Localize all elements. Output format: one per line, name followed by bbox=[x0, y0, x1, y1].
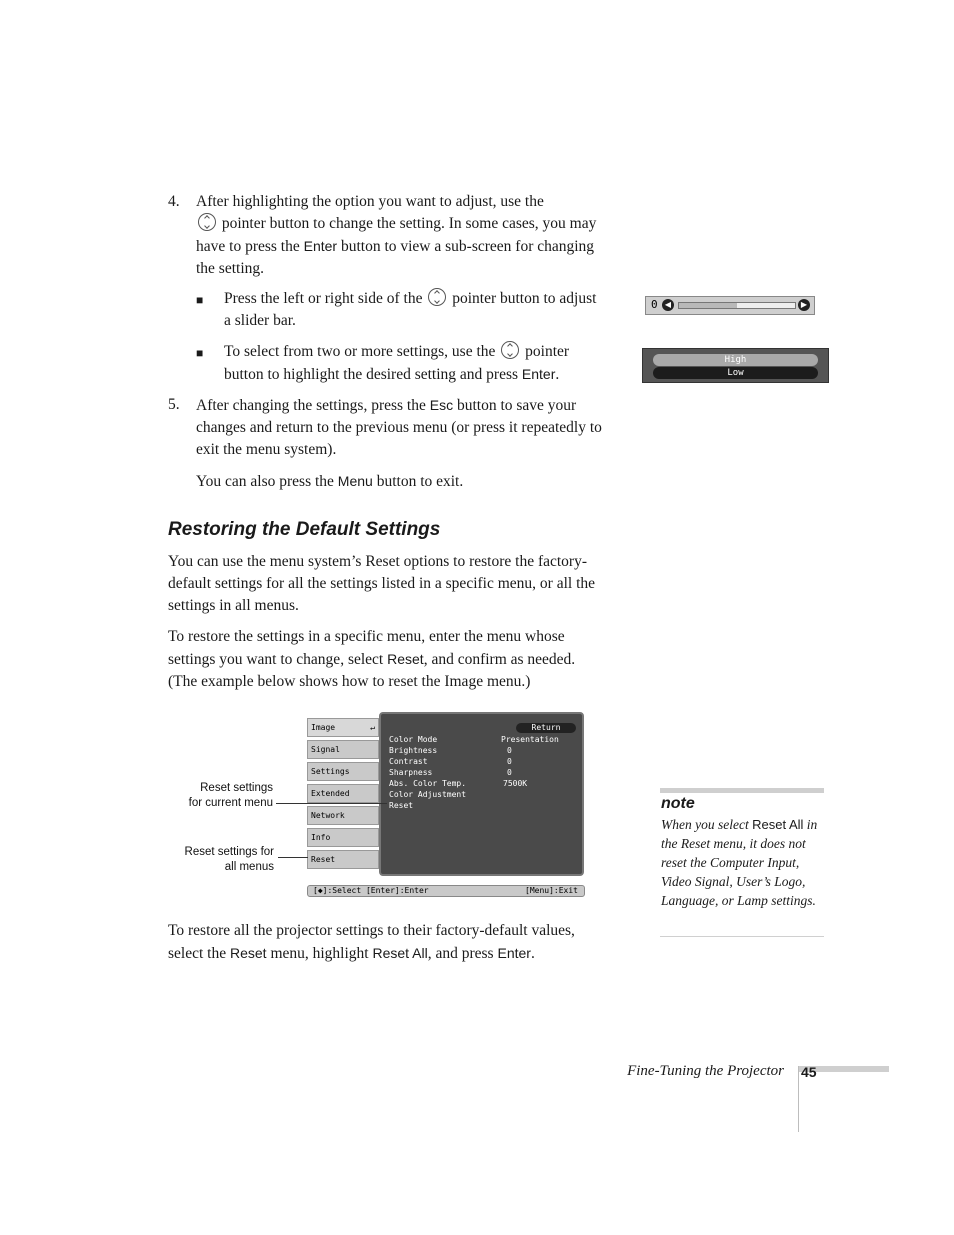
callout-reset-all bbox=[150, 845, 274, 875]
step-5-line-1b: button to save your bbox=[453, 397, 577, 414]
menu-row-value: 7500K bbox=[503, 779, 528, 788]
esc-key-label: Esc bbox=[429, 397, 454, 413]
callout-current-line-2: for current menu bbox=[188, 797, 273, 809]
menu-row bbox=[389, 746, 579, 756]
paragraph-1-line-2: default settings for all the settings listed in a specific menu, or all the bbox=[168, 575, 595, 592]
step-4-line-2 bbox=[196, 213, 636, 235]
slider-fill bbox=[679, 303, 737, 308]
footer-divider bbox=[798, 1066, 799, 1132]
menu-row-value: Presentation bbox=[501, 735, 559, 744]
bullet-2-marker: ■ bbox=[196, 346, 204, 360]
bullet-2-line-1 bbox=[224, 341, 634, 363]
pointer-button-icon bbox=[428, 288, 446, 306]
step-4-line-4: the setting. bbox=[196, 260, 265, 277]
option-high: High bbox=[653, 354, 818, 366]
bullet-2-text bbox=[224, 341, 634, 386]
menu-row bbox=[389, 801, 579, 811]
step-4-line-1: After highlighting the option you want to adjust, use the bbox=[196, 193, 544, 210]
enter-key-label: Enter bbox=[303, 238, 338, 254]
menu-row-label: Contrast bbox=[389, 757, 428, 766]
reset-label: Reset bbox=[387, 651, 424, 667]
closing-line-2d: . bbox=[530, 945, 535, 962]
menu-row bbox=[389, 790, 579, 800]
menu-row-value: 0 bbox=[507, 757, 512, 766]
page-number: 45 bbox=[801, 1064, 817, 1080]
paragraph-1-line-1: You can use the menu system’s Reset options to restore the factory- bbox=[168, 553, 587, 570]
bullet-2-line-1b: pointer bbox=[525, 343, 570, 360]
menu-row-label: Reset bbox=[389, 801, 414, 810]
left-arrow-icon: ◀ bbox=[662, 299, 674, 311]
callout-current-line-1: Reset settings bbox=[200, 782, 273, 794]
step-4-line-3a: have to press the bbox=[196, 238, 304, 255]
closing-line-2c: , and press bbox=[427, 945, 498, 962]
callout-all-line-2: all menus bbox=[224, 861, 274, 873]
closing-line-2 bbox=[168, 942, 638, 965]
section-heading: Restoring the Default Settings bbox=[168, 519, 441, 540]
projector-menu-image bbox=[307, 712, 585, 900]
bullet-1-marker: ■ bbox=[196, 293, 204, 307]
step-5-line-1a: After changing the settings, press the bbox=[196, 397, 430, 414]
step-4-line-3 bbox=[196, 235, 636, 258]
note-bottom-rule bbox=[660, 936, 824, 937]
paragraph-2-line-1: To restore the settings in a specific menu, enter the menu whose bbox=[168, 628, 565, 645]
menu-side-item-reset: Reset bbox=[307, 850, 379, 869]
step-5-line-2: changes and return to the previous menu (or press it repeatedly to bbox=[196, 419, 602, 436]
menu-side-item-signal: Signal bbox=[307, 740, 379, 759]
paragraph-2-line-2b: , and confirm as needed. bbox=[423, 651, 576, 668]
reset-label: Reset bbox=[229, 945, 267, 961]
callout-leader-line bbox=[278, 857, 308, 858]
paragraph-1-line-3: settings in all menus. bbox=[168, 597, 299, 614]
callout-all-line-1: Reset settings for bbox=[184, 846, 274, 858]
menu-return: Return bbox=[516, 723, 576, 733]
slider-bar-image bbox=[645, 296, 815, 315]
callout-leader-line bbox=[276, 803, 387, 804]
reset-all-label: Reset All bbox=[372, 945, 428, 961]
note-title: note bbox=[661, 795, 695, 812]
menu-row bbox=[389, 768, 579, 778]
bullet-1-line-1 bbox=[224, 288, 634, 310]
paragraph-2-line-3: (The example below shows how to reset the Image menu.) bbox=[168, 673, 531, 690]
footer-title: Fine-Tuning the Projector bbox=[627, 1063, 784, 1079]
section-paragraph-2 bbox=[168, 626, 638, 693]
closing-line-2a: select the bbox=[168, 945, 230, 962]
menu-row bbox=[389, 757, 579, 767]
menu-row-label: Color Mode bbox=[389, 735, 438, 744]
menu-side-item-extended: Extended bbox=[307, 784, 379, 803]
bullet-1-line-2: a slider bar. bbox=[224, 312, 296, 329]
closing-line-2b: menu, highlight bbox=[266, 945, 373, 962]
menu-row-label: Sharpness bbox=[389, 768, 433, 777]
right-arrow-icon: ▶ bbox=[798, 299, 810, 311]
step-4-number: 4. bbox=[168, 193, 180, 210]
enter-key-label: Enter bbox=[521, 366, 556, 382]
menu-side-label: Image bbox=[311, 723, 336, 732]
note-top-bar bbox=[660, 788, 824, 793]
slider-value: 0 bbox=[651, 298, 658, 311]
step-5-line-4a: You can also press the bbox=[196, 473, 338, 490]
menu-panel bbox=[379, 712, 584, 876]
step-5-line-4b: button to exit. bbox=[372, 473, 464, 490]
menu-row-label: Abs. Color Temp. bbox=[389, 779, 467, 788]
callout-reset-current bbox=[150, 781, 273, 811]
menu-status-left: [◆]:Select [Enter]:Enter bbox=[313, 886, 429, 895]
pointer-button-icon bbox=[501, 341, 519, 359]
step-5-line-3: exit the menu system). bbox=[196, 441, 337, 458]
step-5-line-4 bbox=[196, 470, 636, 493]
option-select-image bbox=[642, 348, 829, 383]
pointer-button-icon bbox=[198, 213, 216, 231]
menu-row-label: Color Adjustment bbox=[389, 790, 467, 799]
step-5-line-1 bbox=[196, 394, 636, 417]
closing-paragraph bbox=[168, 920, 638, 965]
bullet-2-line-2a: button to highlight the desired setting and press bbox=[224, 366, 522, 383]
menu-side-item-settings: Settings bbox=[307, 762, 379, 781]
menu-side-item-network: Network bbox=[307, 806, 379, 825]
paragraph-2-line-2 bbox=[168, 648, 638, 671]
bullet-2-line-2 bbox=[224, 363, 634, 386]
bullet-1-line-1a: Press the left or right side of the bbox=[224, 290, 423, 307]
menu-key-label: Menu bbox=[337, 473, 373, 489]
reset-all-label: Reset All bbox=[752, 817, 804, 832]
bullet-2-line-2b: . bbox=[555, 366, 560, 383]
menu-row-label: Brightness bbox=[389, 746, 438, 755]
bullet-1-text bbox=[224, 288, 634, 332]
paragraph-2-line-2a: settings you want to change, select bbox=[168, 651, 388, 668]
step-4-line-2-text: pointer button to change the setting. In some cases, you may bbox=[221, 215, 597, 232]
bullet-2-line-1a: To select from two or more settings, use the bbox=[224, 343, 496, 360]
step-5-text bbox=[196, 394, 636, 493]
menu-row bbox=[389, 779, 579, 789]
step-5-number: 5. bbox=[168, 396, 180, 413]
note-body bbox=[661, 815, 823, 910]
slider-track bbox=[678, 302, 796, 309]
menu-status-bar bbox=[307, 885, 585, 897]
option-low: Low bbox=[653, 367, 818, 379]
note-text-2: in the Reset menu, it does not reset the Computer Input, Video Signal, User’s Logo, Language, or Lamp settings. bbox=[661, 817, 818, 908]
menu-side-item-image bbox=[307, 718, 379, 737]
enter-return-icon: ↵ bbox=[370, 723, 375, 732]
menu-row bbox=[389, 735, 579, 745]
menu-side-item-info: Info bbox=[307, 828, 379, 847]
menu-status-right: [Menu]:Exit bbox=[525, 886, 578, 895]
bullet-1-line-1b: pointer button to adjust bbox=[452, 290, 597, 307]
step-4-line-3b: button to view a sub-screen for changing bbox=[337, 238, 595, 255]
closing-line-1: To restore all the projector settings to their factory-default values, bbox=[168, 922, 575, 939]
step-4-text bbox=[196, 191, 636, 280]
note-text-1: When you select bbox=[661, 817, 753, 832]
enter-key-label: Enter bbox=[497, 945, 531, 961]
menu-row-value: 0 bbox=[507, 768, 512, 777]
section-paragraph-1 bbox=[168, 551, 638, 617]
menu-row-value: 0 bbox=[507, 746, 512, 755]
